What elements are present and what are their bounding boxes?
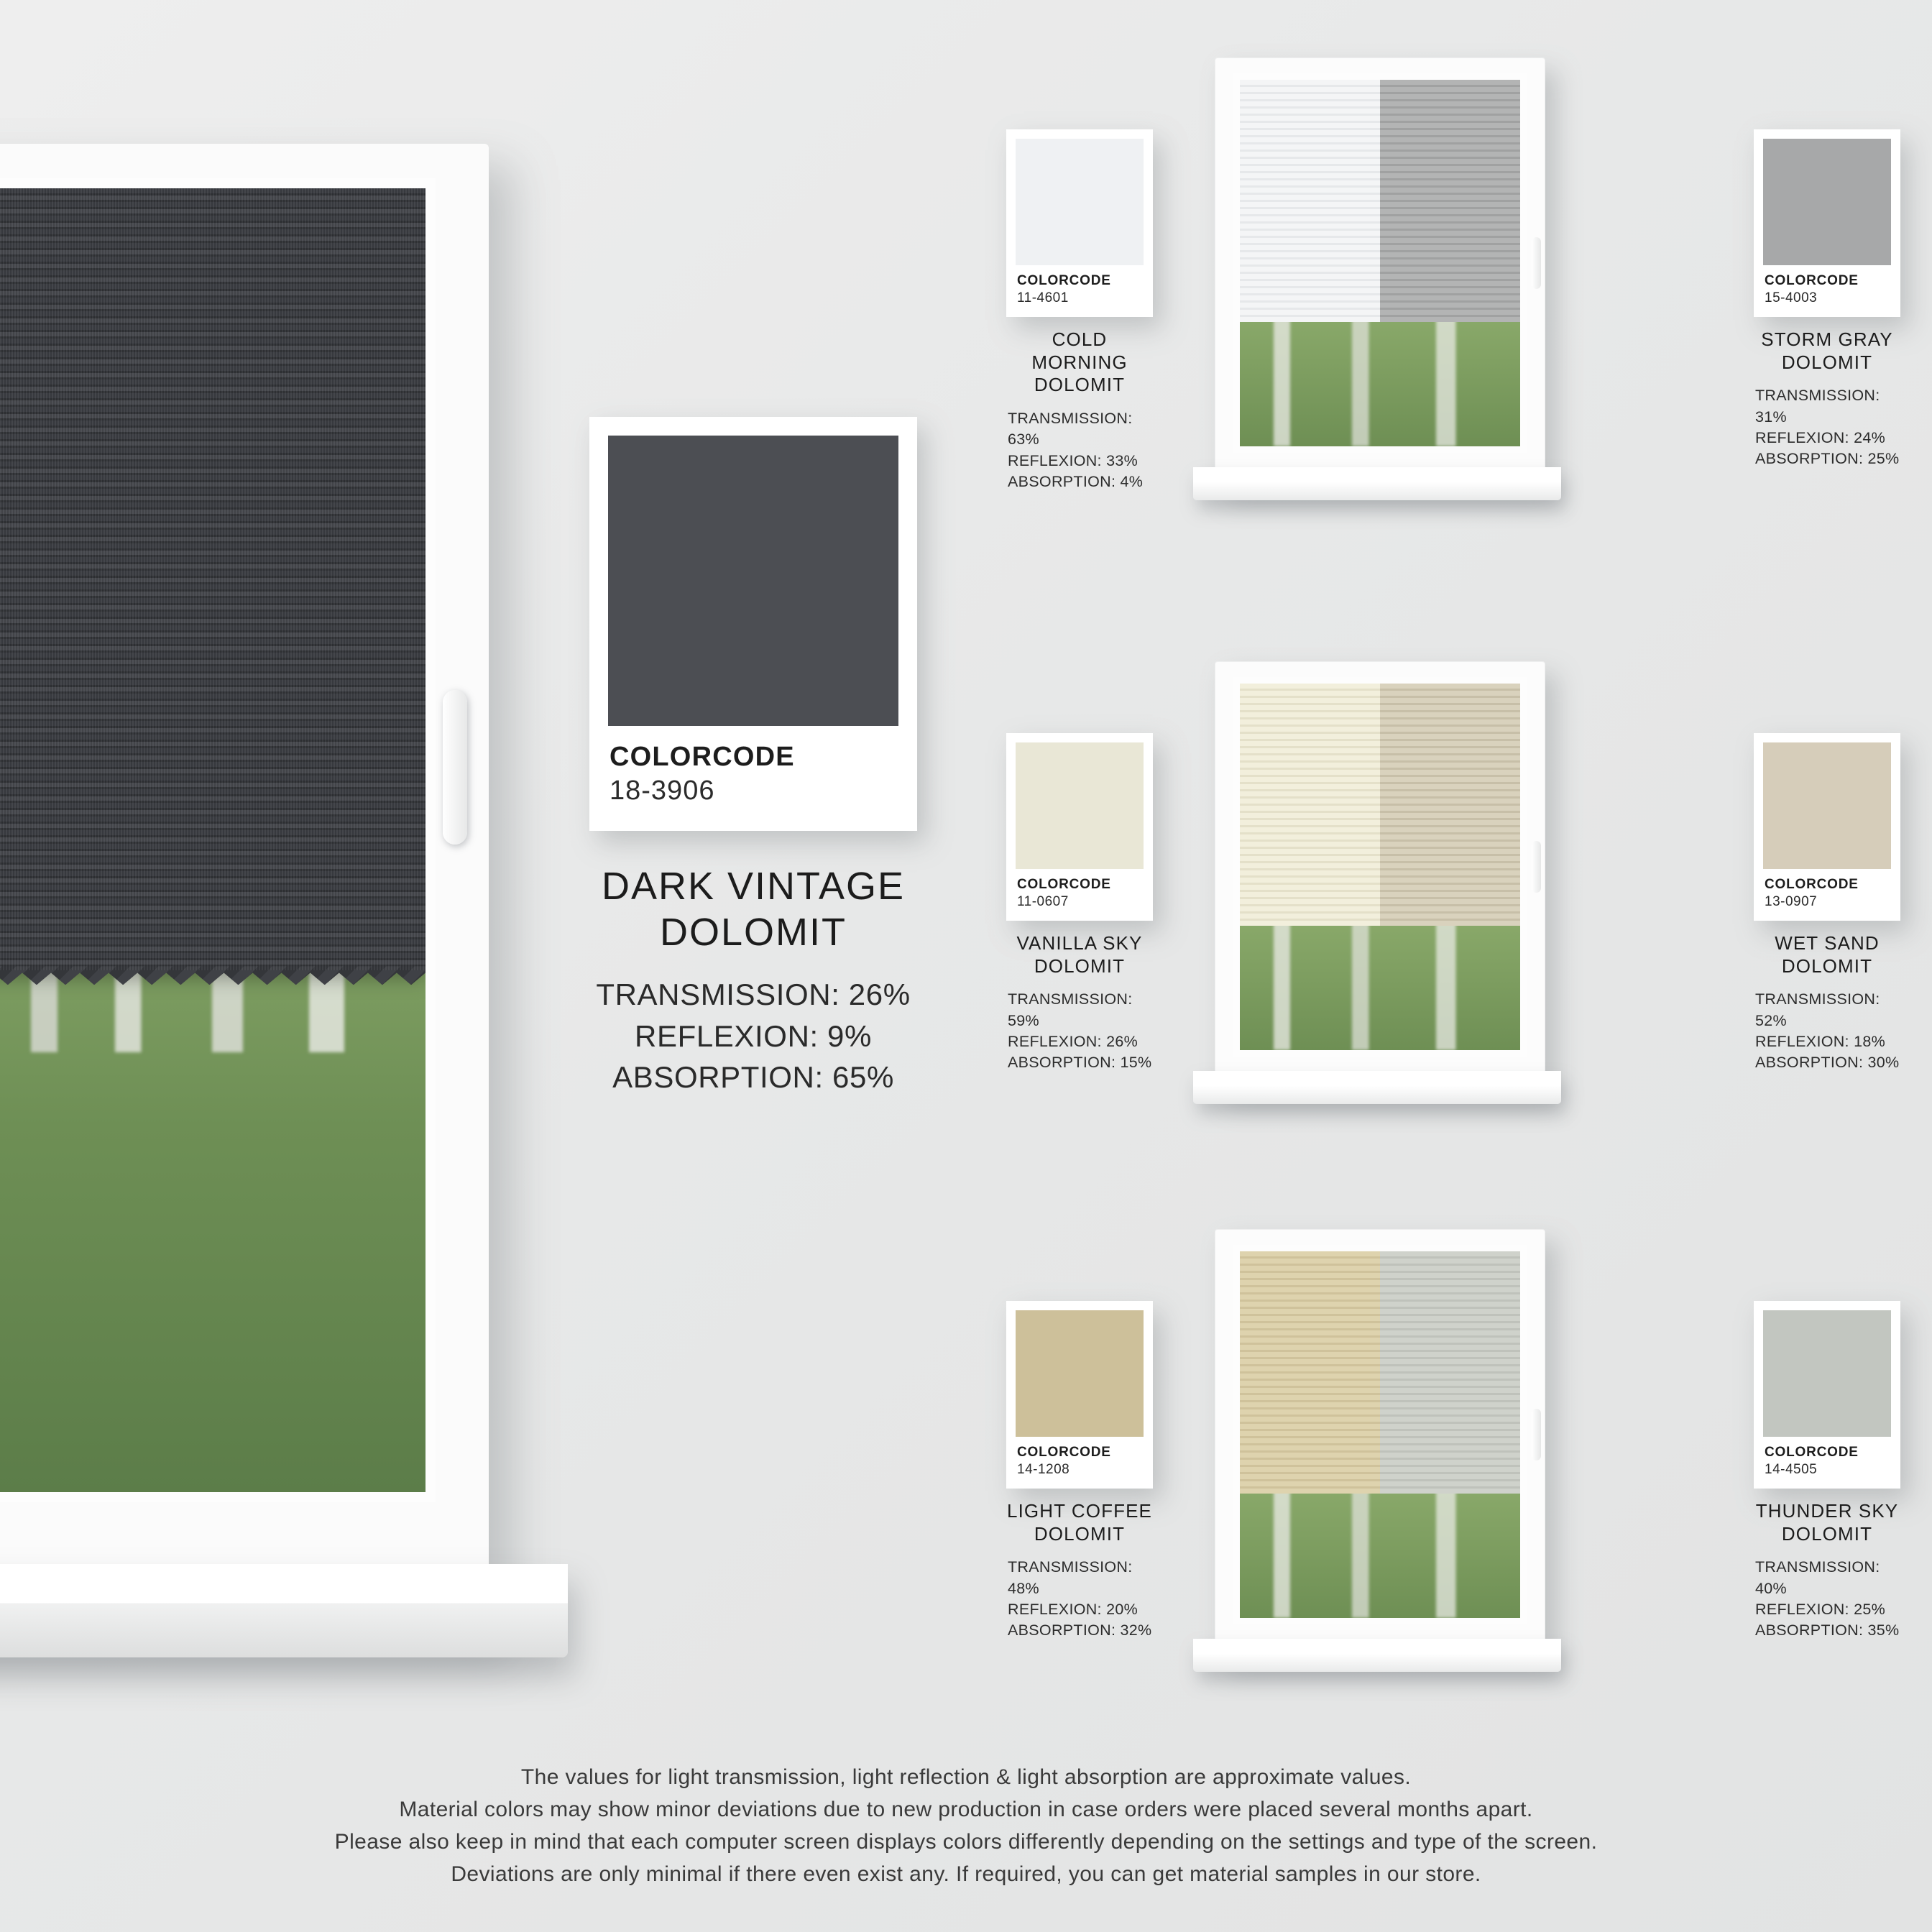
chip-label [1763,869,1891,916]
color-group-1 [1006,43,1912,546]
hero-color-name-line1: DARK VINTAGE [601,865,906,908]
color-specs [1006,408,1153,492]
reflexion-value: REFLEXION: 18% [1755,1032,1886,1050]
colorcode-label: COLORCODE [1765,1445,1859,1460]
window-handle [1532,1409,1541,1460]
color-specs [1006,989,1153,1073]
transmission-value: TRANSMISSION: 59% [1008,990,1133,1029]
transmission-value: TRANSMISSION: 63% [1008,410,1133,448]
hero-window-sill [0,1564,568,1657]
pleated-blind [1240,80,1520,322]
color-specs [1754,1557,1900,1641]
color-card-cold-morning [1006,129,1153,492]
window-preview-2 [1215,661,1545,1092]
colorcode-label: COLORCODE [1765,877,1859,892]
reflexion-value: REFLEXION: 26% [1008,1032,1138,1050]
color-name [1754,932,1900,978]
colorcode-label: COLORCODE [1765,273,1859,288]
reflexion-value: REFLEXION: 24% [1755,428,1886,446]
colorcode-value: 15-4003 [1765,290,1818,305]
blind-half-left [1240,1251,1380,1494]
footer-line-3: Please also keep in mind that each computer screen displays colors differently depending on the settings and type of the screen. [334,1830,1598,1854]
color-name-line1: STORM GRAY [1761,328,1893,350]
colorcode-label: COLORCODE [1017,1445,1111,1460]
hero-window-photo [0,144,489,1639]
blind-half-right [1380,1251,1520,1494]
absorption-value: ABSORPTION: 15% [1008,1054,1152,1072]
swatch-card [1754,129,1900,317]
hero-colorcode-value: 18-3906 [610,776,715,806]
color-name-line1: VANILLA SKY [1016,932,1143,954]
absorption-value: ABSORPTION: 4% [1008,472,1144,490]
footer-line-2: Material colors may show minor deviations due to new production in case orders were placed several months apart. [399,1798,1533,1821]
hero-specs [589,974,917,1097]
reflexion-value: REFLEXION: 25% [1755,1600,1886,1618]
absorption-value: ABSORPTION: 35% [1755,1622,1900,1639]
swatch-card [1754,1301,1900,1489]
color-name-line2: DOLOMIT [1781,351,1873,373]
pleated-blind [1240,684,1520,926]
window-preview-3 [1215,1229,1545,1660]
color-card-storm-gray [1754,129,1900,469]
color-specs [1754,385,1900,469]
transmission-value: TRANSMISSION: 48% [1008,1558,1133,1597]
color-chip [1763,139,1891,265]
reflexion-value: REFLEXION: 33% [1008,451,1138,469]
window-handle [1532,841,1541,893]
color-chip [1763,1310,1891,1437]
color-card-vanilla-sky [1006,733,1153,1073]
window-glass [1233,677,1527,1057]
window-handle [1532,237,1541,289]
footer-line-1: The values for light transmission, light reflection & light absorption are approximate values. [520,1765,1412,1789]
color-group-2 [1006,647,1912,1150]
chip-label [1016,265,1144,312]
chip-label [1763,265,1891,312]
color-name-line1: THUNDER SKY [1755,1500,1899,1522]
hero-colorcode-label: COLORCODE [610,742,795,772]
hero-absorption: ABSORPTION: 65% [612,1059,894,1094]
transmission-value: TRANSMISSION: 52% [1755,990,1880,1029]
chip-label [1016,1437,1144,1484]
hero-chip-label [608,726,898,819]
color-card-thunder-sky [1754,1301,1900,1641]
hero-color-name [589,864,917,955]
colorcode-label: COLORCODE [1017,877,1111,892]
window-glass [1233,1245,1527,1624]
swatch-card [1006,1301,1153,1489]
absorption-value: ABSORPTION: 30% [1755,1054,1900,1072]
blind-half-right [1380,684,1520,926]
color-name-line1: COLD MORNING [1031,328,1128,373]
color-name [1006,328,1153,397]
color-chip [1763,742,1891,869]
hero-color-name-line2: DOLOMIT [659,910,847,954]
footer-disclaimer [0,1761,1932,1890]
hero-transmission: TRANSMISSION: 26% [596,978,911,1012]
window-sill [1193,1639,1561,1672]
swatch-card [1006,129,1153,317]
window-preview-1 [1215,58,1545,489]
color-name-line2: DOLOMIT [1781,1522,1873,1545]
color-name [1006,932,1153,978]
swatch-card [1754,733,1900,921]
color-name-line1: WET SAND [1775,932,1880,954]
colorcode-value: 13-0907 [1765,894,1818,909]
color-card-light-coffee [1006,1301,1153,1641]
reflexion-value: REFLEXION: 20% [1008,1600,1138,1618]
swatch-card [1006,733,1153,921]
absorption-value: ABSORPTION: 32% [1008,1622,1152,1639]
color-chip [1016,1310,1144,1437]
hero-window-glass [0,178,436,1502]
color-name [1754,328,1900,374]
blind-half-right [1380,80,1520,322]
color-name [1754,1500,1900,1545]
window-sill [1193,467,1561,500]
color-name-line2: DOLOMIT [1034,374,1126,396]
colorcode-value: 11-0607 [1017,894,1069,909]
transmission-value: TRANSMISSION: 40% [1755,1558,1880,1597]
colorcode-value: 14-1208 [1017,1462,1070,1477]
color-name-line1: LIGHT COFFEE [1007,1500,1152,1522]
footer-line-4: Deviations are only minimal if there even exist any. If required, you can get material samples in our store. [451,1862,1481,1886]
hero-swatch-card [589,417,917,831]
transmission-value: TRANSMISSION: 31% [1755,387,1880,426]
blind-half-left [1240,80,1380,322]
color-chip [1016,139,1144,265]
colorcode-label: COLORCODE [1017,273,1111,288]
color-specs [1754,989,1900,1073]
window-glass [1233,73,1527,453]
hero-color-card [589,417,917,1098]
color-name-line2: DOLOMIT [1781,954,1873,977]
colorcode-value: 14-4505 [1765,1462,1818,1477]
hero-reflexion: REFLEXION: 9% [635,1018,872,1053]
colorcode-value: 11-4601 [1017,290,1069,305]
pleated-blind [1240,1251,1520,1494]
color-chip [1016,742,1144,869]
hero-color-chip [608,436,898,726]
color-name-line2: DOLOMIT [1034,954,1126,977]
color-name-line2: DOLOMIT [1034,1522,1126,1545]
color-group-3 [1006,1215,1912,1718]
blind-half-left [1240,684,1380,926]
hero-window-handle [443,690,467,845]
hero-pleated-blind [0,188,426,970]
color-card-wet-sand [1754,733,1900,1073]
chip-label [1763,1437,1891,1484]
window-sill [1193,1071,1561,1104]
absorption-value: ABSORPTION: 25% [1755,450,1900,468]
color-specs [1006,1557,1153,1641]
color-name [1006,1500,1153,1545]
chip-label [1016,869,1144,916]
